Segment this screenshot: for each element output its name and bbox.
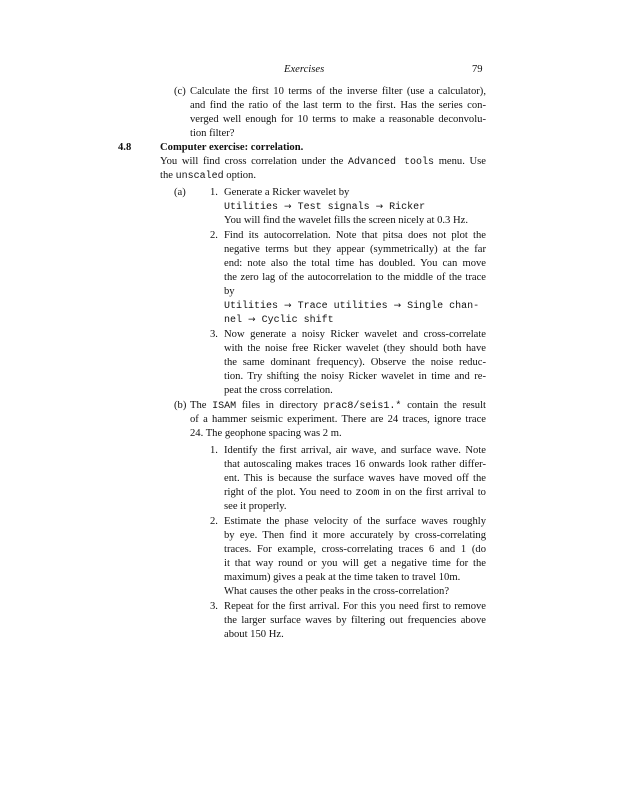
menu-path-segment: Single chan- bbox=[407, 301, 480, 312]
part-a-item-2-line: negative terms but they appear (symmetrically) at the far bbox=[224, 244, 486, 255]
part-a-label: (a) bbox=[174, 187, 186, 198]
part-b-item-2-line: maximum) gives a peak at the time taken to travel 10m. bbox=[224, 572, 461, 583]
item-text: in on the first arrival to bbox=[383, 487, 486, 498]
section-number: 4.8 bbox=[118, 142, 132, 153]
menu-path-segment: Utilities bbox=[224, 301, 279, 312]
intro-text: option. bbox=[226, 170, 257, 181]
intro-text: The bbox=[190, 400, 207, 411]
part-c-line: Calculate the first 10 terms of the inverse filter (use a calculator), bbox=[190, 86, 486, 97]
unscaled-option-name: unscaled bbox=[175, 171, 224, 182]
part-a-item-2-line: the zero lag of the autocorrelation to the middle of the trace bbox=[224, 272, 486, 283]
part-b-item-2-line: traces. For example, cross-correlating traces 6 and 1 (do bbox=[224, 544, 486, 555]
section-intro-line-2 bbox=[160, 170, 256, 183]
item-number: 1. bbox=[210, 445, 218, 456]
item-number: 3. bbox=[210, 329, 218, 340]
part-b-item-2-line: it that way round or you will get a negative time for the bbox=[224, 558, 486, 569]
part-a-item-3-line: with the noise free Ricker wavelet (they should both have bbox=[224, 343, 486, 354]
part-a-item-2-line: Find its autocorrelation. Note that pitsa does not plot the bbox=[224, 230, 486, 241]
item-number: 1. bbox=[210, 187, 218, 198]
menu-path-segment: Cyclic shift bbox=[261, 315, 334, 326]
directory-path: prac8/seis1.* bbox=[323, 401, 402, 412]
part-c-line: verged well enough for 10 terms to make a reasonable deconvolu- bbox=[190, 114, 486, 125]
part-c-line: tion filter? bbox=[190, 128, 235, 139]
item-text: right of the plot. You need to bbox=[224, 487, 352, 498]
section-intro-line-1 bbox=[160, 156, 486, 169]
intro-text: You will find cross correlation under the bbox=[160, 156, 344, 167]
part-a-item-3-line: peat the cross correlation. bbox=[224, 385, 333, 396]
arrow-right-icon: → bbox=[284, 301, 292, 311]
part-a-item-3-line: tion. Try shifting the noisy Ricker wavelet in time and re- bbox=[224, 371, 486, 382]
menu-path-segment: Ricker bbox=[389, 202, 426, 213]
menu-path-single-channel bbox=[224, 300, 479, 313]
part-b-intro-line-3: 24. The geophone spacing was 2 m. bbox=[190, 428, 342, 439]
part-b-item-3-line: about 150 Hz. bbox=[224, 629, 284, 640]
item-number: 3. bbox=[210, 601, 218, 612]
intro-text: menu. Use bbox=[438, 156, 486, 167]
part-b-item-1-line: Identify the first arrival, air wave, and surface wave. Note bbox=[224, 445, 486, 456]
arrow-right-icon: → bbox=[284, 202, 292, 212]
part-b-intro-line-2: of a hammer seismic experiment. There are 24 traces, ignore trace bbox=[190, 414, 486, 425]
item-number: 2. bbox=[210, 516, 218, 527]
arrow-right-icon: → bbox=[375, 202, 384, 212]
menu-path-segment: Trace utilities bbox=[297, 301, 388, 312]
part-a-item-1-line: Generate a Ricker wavelet by bbox=[224, 187, 350, 198]
part-b-item-1-line-zoom bbox=[224, 487, 486, 500]
part-b-item-3-line: the larger surface waves by filtering out frequencies above bbox=[224, 615, 486, 626]
part-a-item-3-line: the same dominant frequency). Observe the noise reduc- bbox=[224, 357, 486, 368]
part-a-item-2-line: by bbox=[224, 286, 235, 297]
part-a-item-2-line: end: note also the total time has doubled. You can move bbox=[224, 258, 486, 269]
menu-path-ricker bbox=[224, 201, 425, 214]
part-a-item-1-line: You will find the wavelet fills the screen nicely at 0.3 Hz. bbox=[224, 215, 468, 226]
zoom-command: zoom bbox=[355, 488, 380, 499]
part-c-line: and find the ratio of the last term to the first. Has the series con- bbox=[190, 100, 486, 111]
part-b-item-2-line: Estimate the phase velocity of the surface waves roughly bbox=[224, 516, 486, 527]
part-b-item-1-line: that autoscaling makes traces 16 onwards look rather differ- bbox=[224, 459, 486, 470]
part-c-label: (c) bbox=[174, 86, 186, 97]
part-b-item-2-line: What causes the other peaks in the cross-correlation? bbox=[224, 586, 450, 597]
menu-path-cyclic-shift bbox=[224, 314, 334, 327]
page-number: 79 bbox=[472, 64, 483, 75]
intro-text: files in directory bbox=[241, 400, 318, 411]
running-header-title: Exercises bbox=[284, 64, 325, 75]
intro-text: contain the result bbox=[407, 400, 486, 411]
arrow-right-icon: → bbox=[393, 301, 402, 311]
part-b-intro-line-1 bbox=[190, 400, 486, 413]
advanced-tools-menu-name: Advanced tools bbox=[348, 157, 435, 168]
part-b-item-1-line: ent. This is because the surface waves have moved off the bbox=[224, 473, 486, 484]
item-number: 2. bbox=[210, 230, 218, 241]
intro-text: the bbox=[160, 170, 173, 181]
menu-path-segment: nel bbox=[224, 315, 243, 326]
part-b-item-3-line: Repeat for the first arrival. For this you need first to remove bbox=[224, 601, 486, 612]
part-b-label: (b) bbox=[174, 400, 187, 411]
section-title: Computer exercise: correlation. bbox=[160, 142, 304, 153]
menu-path-segment: Utilities bbox=[224, 202, 279, 213]
menu-path-segment: Test signals bbox=[297, 202, 370, 213]
arrow-right-icon: → bbox=[248, 315, 256, 325]
isam-format-name: ISAM bbox=[212, 401, 237, 412]
part-b-item-2-line: by eye. Then find it more accurately by cross-correlating bbox=[224, 530, 486, 541]
part-a-item-3-line: Now generate a noisy Ricker wavelet and cross-correlate bbox=[224, 329, 486, 340]
part-b-item-1-line: see it properly. bbox=[224, 501, 287, 512]
